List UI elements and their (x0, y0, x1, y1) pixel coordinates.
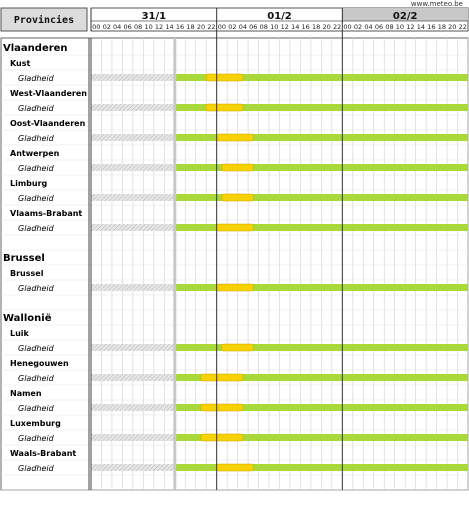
hazard-label: Gladheid (18, 164, 54, 173)
hour-label: 20 (322, 23, 331, 31)
past-bar (91, 404, 175, 411)
hour-label: 02 (102, 23, 111, 31)
past-bar (91, 344, 175, 351)
past-bar (91, 224, 175, 231)
hour-label: 04 (113, 23, 122, 31)
past-bar (91, 434, 175, 441)
hour-label: 02 (353, 23, 363, 31)
past-bar (91, 74, 175, 81)
hazard-label: Gladheid (18, 284, 54, 293)
hazard-label: Gladheid (18, 134, 54, 143)
past-bar (91, 194, 175, 201)
hour-label: 16 (301, 23, 310, 31)
hour-label: 18 (312, 23, 321, 31)
hazard-label: Gladheid (18, 104, 54, 113)
region-label: Vlaanderen (3, 43, 68, 54)
hour-label: 10 (270, 23, 279, 31)
yellow-warning-bar (217, 134, 254, 141)
yellow-warning-bar (206, 104, 243, 111)
past-bar (91, 134, 175, 141)
hour-label: 06 (249, 23, 258, 31)
province-label: Henegouwen (10, 359, 69, 368)
province-label: Vlaams-Brabant (10, 209, 83, 218)
yellow-warning-bar (217, 284, 254, 291)
past-bar (91, 284, 175, 291)
region-label: Wallonië (3, 313, 52, 324)
hour-label: 14 (416, 23, 426, 31)
province-label: Oost-Vlaanderen (10, 119, 86, 128)
hazard-label: Gladheid (18, 74, 54, 83)
hour-label: 06 (374, 23, 384, 31)
province-label: Limburg (10, 179, 48, 188)
hour-label: 18 (186, 23, 195, 31)
hour-label: 10 (395, 23, 405, 31)
site-label[interactable]: www.meteo.be (410, 0, 463, 8)
hazard-label: Gladheid (18, 374, 54, 383)
hour-label: 00 (343, 23, 352, 31)
province-label: Luik (10, 329, 29, 338)
province-label: Kust (10, 59, 31, 68)
hour-label: 16 (427, 23, 436, 31)
green-bar (175, 344, 468, 351)
hour-label: 16 (175, 23, 185, 31)
hour-label: 06 (123, 23, 132, 31)
province-label: Antwerpen (10, 149, 60, 158)
yellow-warning-bar (222, 344, 253, 351)
hazard-label: Gladheid (18, 344, 54, 353)
region-label: Brussel (3, 253, 45, 264)
hazard-label: Gladheid (18, 434, 54, 443)
hour-label: 12 (406, 23, 415, 31)
past-bar (91, 464, 175, 471)
province-label: Luxemburg (10, 419, 61, 428)
province-label: Waals-Brabant (10, 449, 77, 458)
hour-label: 20 (448, 23, 457, 31)
hour-label: 14 (165, 23, 174, 31)
header-title: Provincies (13, 15, 75, 26)
day-label: 02/2 (392, 11, 418, 22)
hour-label: 10 (144, 23, 153, 31)
hour-label: 22 (458, 23, 467, 31)
hour-label: 12 (280, 23, 289, 31)
hour-label: 04 (238, 23, 247, 31)
day-label: 01/2 (267, 11, 292, 22)
hour-label: 08 (133, 23, 143, 31)
yellow-warning-bar (222, 194, 253, 201)
yellow-warning-bar (217, 464, 254, 471)
past-bar (91, 374, 175, 381)
hour-label: 08 (259, 23, 268, 31)
yellow-warning-bar (206, 74, 243, 81)
yellow-warning-bar (201, 404, 243, 411)
past-bar (91, 104, 175, 111)
day-label: 31/1 (141, 11, 167, 22)
hour-label: 22 (332, 23, 342, 31)
yellow-warning-bar (201, 374, 243, 381)
hour-label: 00 (217, 23, 227, 31)
hour-label: 12 (154, 23, 164, 31)
hour-label: 14 (291, 23, 300, 31)
yellow-warning-bar (201, 434, 243, 441)
past-bar (91, 164, 175, 171)
hour-label: 18 (437, 23, 446, 31)
hazard-label: Gladheid (18, 464, 54, 473)
green-bar (175, 194, 468, 201)
hour-label: 00 (92, 23, 101, 31)
hour-label: 22 (207, 23, 216, 31)
hour-label: 02 (228, 23, 237, 31)
hazard-label: Gladheid (18, 404, 54, 413)
green-bar (175, 164, 468, 171)
hour-label: 20 (196, 23, 206, 31)
province-label: West-Vlaanderen (10, 89, 87, 98)
province-label: Brussel (10, 269, 44, 278)
province-label: Namen (10, 389, 42, 398)
yellow-warning-bar (217, 224, 254, 231)
hour-label: 04 (364, 23, 373, 31)
hour-label: 08 (385, 23, 394, 31)
hazard-label: Gladheid (18, 224, 54, 233)
yellow-warning-bar (222, 164, 253, 171)
hazard-label: Gladheid (18, 194, 54, 203)
